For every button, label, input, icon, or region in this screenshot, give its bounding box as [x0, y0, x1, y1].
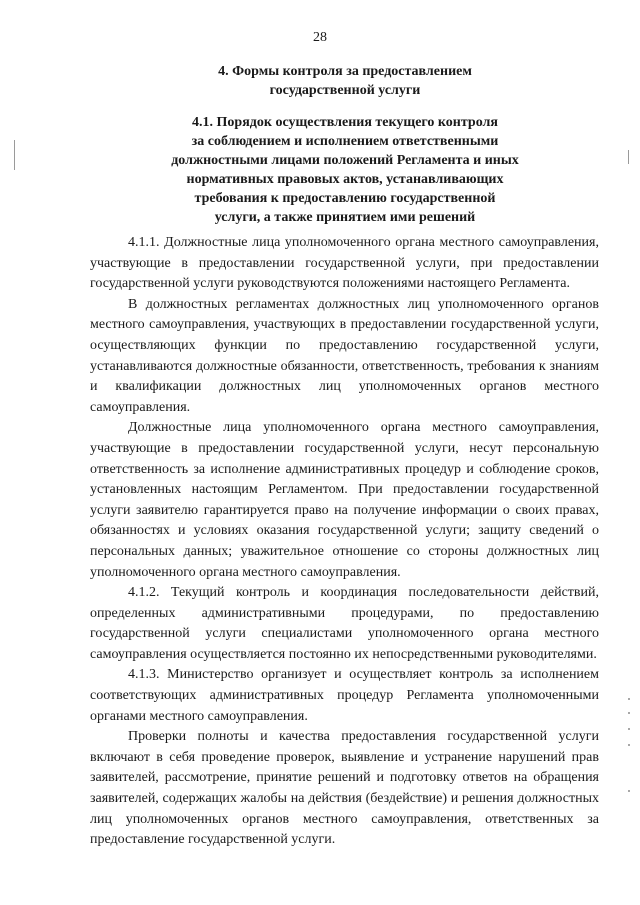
subsection-heading-line: требования к предоставлению государственной — [194, 191, 496, 206]
scan-speck — [628, 728, 630, 730]
body-text — [90, 233, 599, 851]
scan-speck — [628, 712, 630, 714]
section-heading-line: государственной услуги — [269, 83, 421, 98]
section-heading-line: 4. Формы контроля за предоставлением — [218, 64, 472, 79]
scan-mark-right — [628, 150, 629, 164]
paragraph: Должностные лица уполномоченного органа местного самоуправления, участвующие в предоставлении государственной услуги, несут персональную ответственность за исполнение административных процедур и соблюдение сроков, установленных настоящим Регламентом. При предоставлении государственной услуги заявителю гарантируется право на получение информации о своих правах, обязанностях и условиях оказания государственной услуги; защиту сведений о персональных данных; уважительное отношение со стороны должностных лиц уполномоченного органа местного самоуправления. — [90, 420, 599, 580]
subsection-heading-line: услуги, а также принятием ими решений — [214, 210, 476, 225]
scan-speck — [628, 698, 630, 700]
section-heading — [0, 62, 640, 100]
subsection-heading-line: нормативных правовых актов, устанавливающих — [186, 172, 504, 187]
paragraph: 4.1.3. Министерство организует и осуществляет контроль за исполнением соответствующих административных процедур Регламента уполномоченными органами местного самоуправления. — [90, 667, 599, 724]
paragraph: В должностных регламентах должностных лиц уполномоченного органов местного самоуправления, участвующих в предоставлении государственной услуги, осуществляющих функции по предоставлению государственной услуги, устанавливаются должностные обязанности, ответственность, требования к знаниям и квалификации должностных лиц уполномоченных органов местного самоуправления. — [90, 296, 599, 415]
paragraph: 4.1.2. Текущий контроль и координация последовательности действий, определенных административными процедурами, по предоставлению государственной услуги специалистами уполномоченного органа местного самоуправления осуществляется постоянно их непосредственными руководителями. — [90, 585, 599, 662]
page-number: 28 — [313, 30, 327, 45]
subsection-heading-line: за соблюдением и исполнением ответственными — [191, 134, 499, 149]
subsection-heading — [0, 113, 640, 227]
paragraph: Проверки полноты и качества предоставления государственной услуги включают в себя проведение проверок, выявление и устранение нарушений прав заявителей, рассмотрение, принятие решений и подготовку ответов на обращения заявителей, содержащих жалобы на действия (бездействие) и решения должностных лиц уполномоченных органов местного самоуправления, ответственных за предоставление государственной услуги. — [90, 729, 599, 848]
scan-mark-left — [14, 140, 15, 170]
scan-speck — [628, 744, 630, 746]
paragraph: 4.1.1. Должностные лица уполномоченного органа местного самоуправления, участвующие в предоставлении государственной услуги, при предоставлении государственной услуги руководствуются положениями настоящего Регламента. — [90, 235, 599, 292]
subsection-heading-line: 4.1. Порядок осуществления текущего контроля — [192, 115, 498, 130]
subsection-heading-line: должностными лицами положений Регламента и иных — [171, 153, 519, 168]
scan-speck — [628, 790, 630, 792]
